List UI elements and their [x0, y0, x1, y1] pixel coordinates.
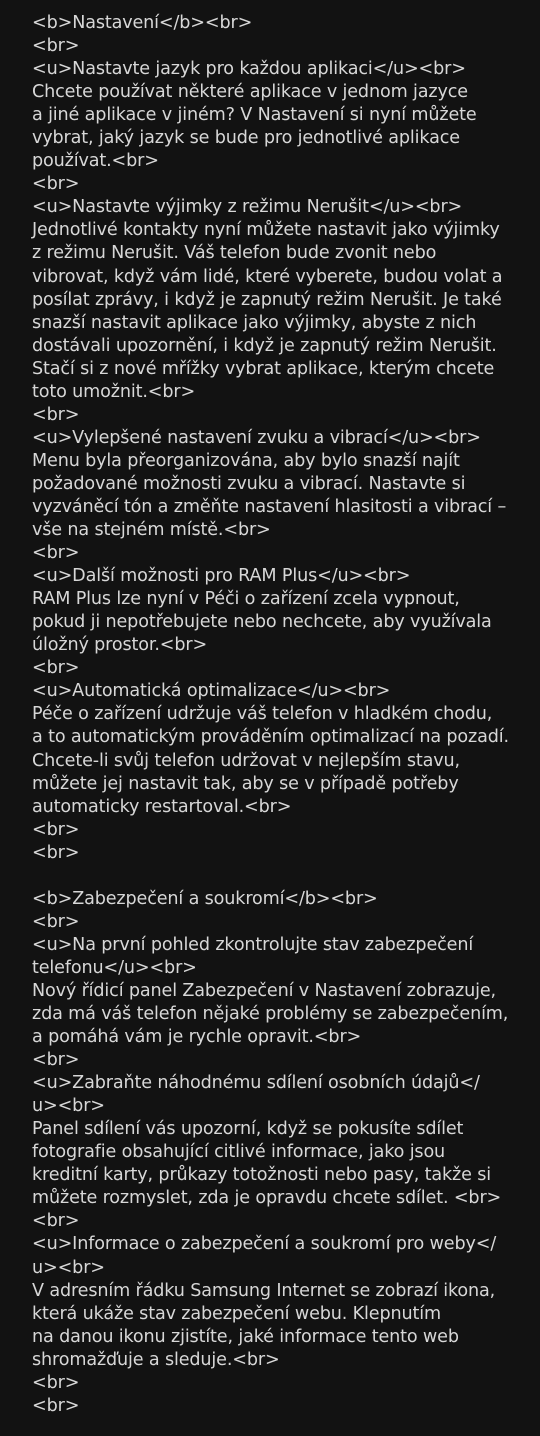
- text-line: Chcete používat některé aplikace v jednom jazyce: [32, 82, 468, 103]
- text-line: vše na stejném místě.<br>: [32, 520, 271, 541]
- text-line: u><br>: [32, 1257, 105, 1278]
- text-line: <u>Automatická optimalizace</u><br>: [32, 681, 391, 702]
- text-line: můžete rozmyslet, zda je opravdu chcete sdílet. <br>: [32, 1188, 502, 1209]
- text-line: <br>: [32, 1372, 80, 1393]
- text-line: a jiné aplikace v jiném? V Nastavení si nyní můžete: [32, 105, 477, 126]
- text-line: vibrovat, když vám lidé, které vyberete, budou volat a: [32, 266, 503, 287]
- text-line: <u>Vylepšené nastavení zvuku a vibrací</u><br>: [32, 427, 481, 448]
- text-line: <br>: [32, 658, 80, 679]
- text-line: <br>: [32, 174, 80, 195]
- text-line: posílat zprávy, i když je zapnutý režim Nerušit. Je také: [32, 289, 502, 310]
- text-line: <br>: [32, 404, 80, 425]
- text-line: RAM Plus lze nyní v Péči o zařízení zcela vypnout,: [32, 589, 460, 610]
- text-line: Péče o zařízení udržuje váš telefon v hladkém chodu,: [32, 704, 493, 725]
- text-line: automaticky restartoval.<br>: [32, 796, 292, 817]
- text-line: <br>: [32, 819, 80, 840]
- text-line: která ukáže stav zabezpečení webu. Klepnutím: [32, 1303, 441, 1324]
- text-line: Nový řídicí panel Zabezpečení v Nastavení zobrazuje,: [32, 980, 496, 1001]
- text-line: a to automatickým prováděním optimalizací na pozadí.: [32, 727, 509, 748]
- text-line: zda má váš telefon nějaké problémy se zabezpečením,: [32, 1004, 509, 1025]
- text-line: <br>: [32, 1050, 80, 1071]
- text-line: a pomáhá vám je rychle opravit.<br>: [32, 1027, 362, 1048]
- text-line: toto umožnit.<br>: [32, 381, 196, 402]
- text-line: na danou ikonu zjistíte, jaké informace tento web: [32, 1326, 459, 1347]
- text-line: <u>Na první pohled zkontrolujte stav zabezpečení: [32, 934, 474, 955]
- text-line: <b>Zabezpečení a soukromí</b><br>: [32, 888, 378, 909]
- text-line: telefonu</u><br>: [32, 957, 197, 978]
- text-line: <br>: [32, 1395, 80, 1416]
- text-line: vyzváněcí tón a změňte nastavení hlasitosti a vibrací –: [32, 496, 507, 517]
- text-line: Jednotlivé kontakty nyní můžete nastavit jako výjimky: [32, 220, 500, 241]
- text-line: u><br>: [32, 1096, 105, 1117]
- text-line: pokud ji nepotřebujete nebo nechcete, aby využívala: [32, 612, 492, 633]
- text-line: z režimu Nerušit. Váš telefon bude zvonit nebo: [32, 243, 437, 264]
- text-line: můžete jej nastavit tak, aby se v případě potřeby: [32, 773, 459, 794]
- text-line: <b>Nastavení</b><br>: [32, 13, 253, 33]
- text-line: kreditní karty, průkazy totožnosti nebo pasy, takže si: [32, 1165, 491, 1186]
- text-line: Panel sdílení vás upozorní, když se pokusíte sdílet: [32, 1119, 464, 1140]
- text-line: Chcete-li svůj telefon udržovat v nejlepším stavu,: [32, 750, 460, 771]
- text-line: V adresním řádku Samsung Internet se zobrazí ikona,: [32, 1280, 496, 1301]
- text-line: <br>: [32, 842, 80, 863]
- text-line: <u>Nastavte jazyk pro každou aplikaci</u><br>: [32, 59, 466, 80]
- text-line: <br>: [32, 911, 80, 932]
- text-line: dostávali upozornění, i když je zapnutý režim Nerušit.: [32, 335, 497, 356]
- text-line: Menu byla přeorganizována, aby bylo snazší najít: [32, 450, 460, 471]
- text-line: fotografie obsahující citlivé informace, jako jsou: [32, 1142, 446, 1163]
- text-line: Stačí si z nové mřížky vybrat aplikace, kterým chcete: [32, 358, 495, 379]
- release-notes-text[interactable]: [32, 12, 536, 1418]
- text-line: <u>Informace o zabezpečení a soukromí pro weby</: [32, 1234, 497, 1255]
- text-line: <br>: [32, 36, 80, 57]
- text-line: [32, 865, 536, 888]
- text-line: <u>Další možnosti pro RAM Plus</u><br>: [32, 566, 411, 587]
- text-line: vybrat, jaký jazyk se bude pro jednotlivé aplikace: [32, 128, 460, 149]
- text-line: <br>: [32, 1211, 80, 1232]
- text-line: <u>Nastavte výjimky z režimu Nerušit</u><br>: [32, 197, 463, 218]
- text-line: shromažďuje a sleduje.<br>: [32, 1349, 280, 1370]
- text-line: <u>Zabraňte náhodnému sdílení osobních údajů</: [32, 1073, 480, 1094]
- text-line: snazší nastavit aplikace jako výjimky, abyste z nich: [32, 312, 477, 333]
- text-line: úložný prostor.<br>: [32, 635, 208, 656]
- text-line: požadované možnosti zvuku a vibrací. Nastavte si: [32, 473, 466, 494]
- text-line: používat.<br>: [32, 151, 159, 172]
- text-line: <br>: [32, 543, 80, 564]
